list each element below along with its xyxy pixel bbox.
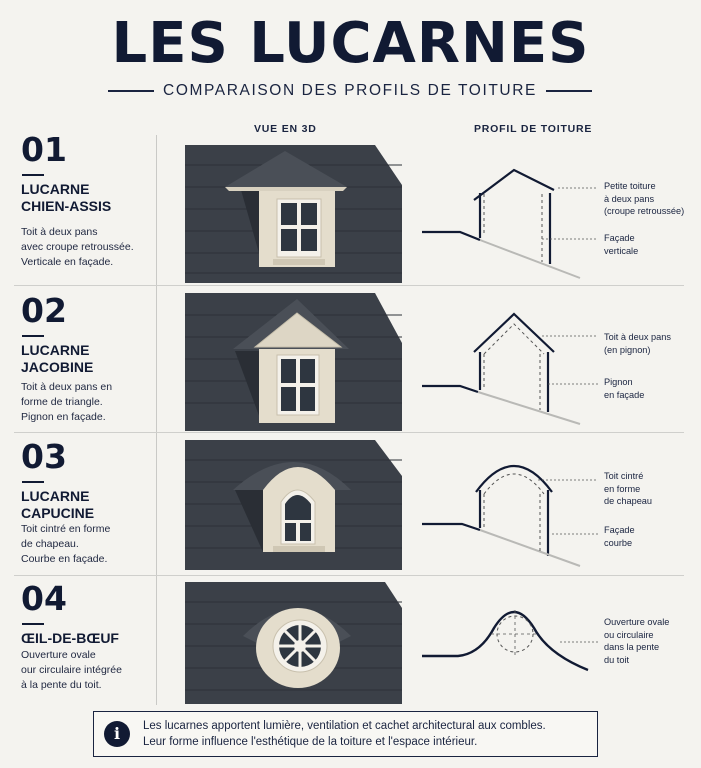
row-description: Toit à deux pans avec croupe retroussée. Verticale en façade. [21, 226, 134, 268]
row-name: LUCARNE CHIEN-ASSIS [21, 181, 112, 214]
column-header-roof-profile: PROFIL DE TOITURE [474, 123, 593, 135]
profile-chien-assis [418, 160, 688, 300]
photo-jacobine [185, 293, 402, 431]
row-description: Toit à deux pans en forme de triangle. Pignon en façade. [21, 381, 113, 423]
row-name: LUCARNE JACOBINE [21, 342, 94, 375]
row-description: Ouverture ovale our circulaire intégrée à la pente du toit. [21, 649, 122, 691]
row-number-rule [22, 174, 44, 176]
profile-label-roof: Toit à deux pans (en pignon) [604, 332, 671, 355]
photo-chien-assis [185, 145, 402, 283]
page-subtitle: COMPARAISON DES PROFILS DE TOITURE [163, 82, 537, 99]
row-number: 01 [21, 130, 67, 169]
row-name: LUCARNE CAPUCINE [21, 488, 95, 521]
row-number: 04 [21, 579, 67, 618]
profile-label-facade: Pignon en façade [604, 377, 645, 400]
profile-label-facade: Façade courbe [604, 525, 635, 548]
profile-jacobine [418, 306, 688, 446]
photo-capucine [185, 440, 402, 578]
profile-capucine [418, 452, 688, 592]
page-title: LES LUCARNES [111, 11, 590, 76]
subtitle-rule-left [108, 90, 154, 92]
profile-label-opening: Ouverture ovale ou circulaire dans la pente du toit [604, 617, 670, 665]
row-number: 02 [21, 291, 67, 330]
row-number: 03 [21, 437, 67, 476]
profile-label-roof: Toit cintré en forme de chapeau [604, 471, 653, 506]
profile-label-roof: Petite toiture à deux pans (croupe retroussée) [604, 181, 685, 216]
info-icon: i [104, 721, 130, 747]
subtitle-rule-right [546, 90, 592, 92]
info-text: Les lucarnes apportent lumière, ventilation et cachet architectural aux combles. Leur forme influence l'esthétique de la toiture et l'espace intérieur. [143, 720, 546, 748]
photo-oeil-de-boeuf [185, 582, 402, 704]
subtitle-bar [108, 80, 592, 102]
row-description: Toit cintré en forme de chapeau. Courbe en façade. [21, 523, 111, 565]
info-callout [93, 711, 598, 757]
row-number-rule [22, 481, 44, 483]
row-name: ŒIL-DE-BŒUF [21, 630, 119, 646]
row-number-rule [22, 623, 44, 625]
profile-oeil-de-boeuf [418, 590, 688, 705]
profile-label-facade: Façade verticale [604, 233, 639, 256]
row-number-rule [22, 335, 44, 337]
column-header-3d-view: VUE EN 3D [254, 123, 317, 135]
